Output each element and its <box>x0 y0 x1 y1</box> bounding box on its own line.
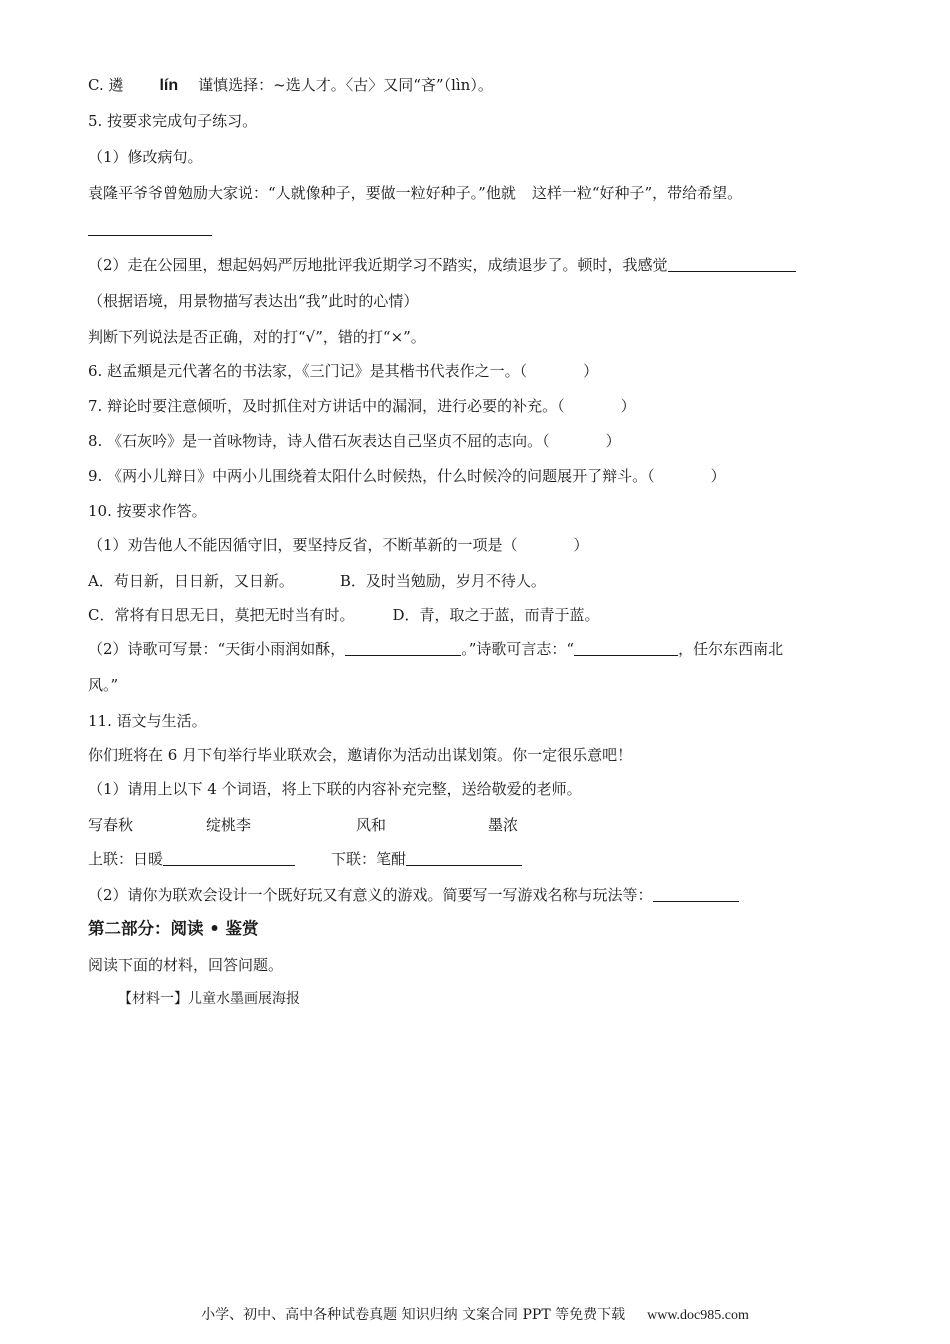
q6-text: 6. 赵孟頫是元代著名的书法家，《三门记》是其楷书代表作之一。（ <box>88 362 528 380</box>
footer-text: 小学、初中、高中各种试卷真题 知识归纳 文案合同 PPT 等免费下载 <box>201 1307 626 1323</box>
q5-2-line <box>88 254 866 276</box>
material-1-caption: 【材料一】儿童水墨画展海报 <box>118 991 300 1007</box>
answer-blank[interactable] <box>88 219 212 236</box>
q10-2-line <box>88 638 866 660</box>
q7-line: 7. 辩论时要注意倾听，及时抓住对方讲话中的漏洞，进行必要的补充。（ ） <box>88 397 636 415</box>
q8-text: 8. 《石灰吟》是一首咏物诗，诗人借石灰表达自己坚贞不屈的志向。（ <box>88 432 550 450</box>
answer-blank[interactable] <box>345 639 461 656</box>
option-b[interactable]: B．及时当勉励，岁月不待人。 <box>339 572 546 590</box>
answer-blank[interactable] <box>653 885 739 902</box>
option-c-pinyin: lín <box>159 77 179 94</box>
q5-1-sentence-part-b: 这样一粒“好种子”，带给希望。 <box>531 184 743 202</box>
option-c-line <box>88 74 866 97</box>
q11-title: 11. 语文与生活。 <box>88 712 207 730</box>
q10-2-part-c: ，任尔东西南北 <box>678 640 784 658</box>
q11-2-text: （2）请你为联欢会设计一个既好玩又有意义的游戏。简要写一写游戏名称与玩法等： <box>88 886 653 904</box>
option-c-label: C. 遴 <box>88 76 124 94</box>
q10-title: 10. 按要求作答。 <box>88 502 207 520</box>
word-item: 风和 <box>356 816 387 834</box>
upper-couplet-label: 上联：日暖 <box>88 850 164 868</box>
q9-line: 9. 《两小儿辩日》中两小儿围绕着太阳什么时候热，什么时候冷的问题展开了辩斗。（ ） <box>88 467 726 485</box>
q10-2-part-b: 。”诗歌可言志：“ <box>461 640 575 658</box>
answer-blank[interactable] <box>574 639 678 656</box>
q10-2-part-a: （2）诗歌可写景：“天街小雨润如酥， <box>88 640 346 658</box>
lower-couplet-label: 下联：笔酣 <box>331 850 407 868</box>
q5-title: 5. 按要求完成句子练习。 <box>88 112 258 130</box>
judge-intro: 判断下列说法是否正确，对的打“√”，错的打“×”。 <box>88 328 426 346</box>
q5-1-sentence-part-a: 袁隆平爷爷曾勉励大家说：“人就像种子，要做一粒好种子。”他就 <box>88 184 516 202</box>
couplet-line <box>88 848 866 870</box>
answer-blank[interactable] <box>668 255 796 272</box>
part2-heading: 第二部分：阅读 • 鉴赏 <box>88 919 259 938</box>
word-item: 墨浓 <box>488 816 519 834</box>
upper-couplet-blank[interactable] <box>163 849 295 866</box>
option-d[interactable]: D．青，取之于蓝，而青于蓝。 <box>392 606 600 624</box>
q5-1-label: （1）修改病句。 <box>88 148 203 166</box>
reading-intro: 阅读下面的材料，回答问题。 <box>88 956 284 974</box>
option-c[interactable]: C．常将有日思无日，莫把无时当有时。 <box>88 606 355 624</box>
q11-2-line <box>88 884 866 906</box>
footer-url[interactable]: www.doc985.com <box>647 1308 749 1323</box>
page-footer <box>0 1305 950 1326</box>
q11-intro: 你们班将在 6 月下旬举行毕业联欢会，邀请你为活动出谋划策。你一定很乐意吧！ <box>88 746 633 764</box>
word-item: 写春秋 <box>88 816 134 834</box>
option-a[interactable]: A．苟日新，日日新，又日新。 <box>88 572 294 590</box>
q10-1-text: （1）劝告他人不能因循守旧，要坚持反省，不断革新的一项是（ <box>88 536 518 554</box>
q5-2-note: （根据语境，用景物描写表达出“我”此时的心情） <box>88 292 419 310</box>
q7-text: 7. 辩论时要注意倾听，及时抓住对方讲话中的漏洞，进行必要的补充。（ <box>88 397 565 415</box>
q6-line: 6. 赵孟頫是元代著名的书法家，《三门记》是其楷书代表作之一。（ ） <box>88 362 599 380</box>
q10-options-ab <box>88 570 866 592</box>
word-item: 绽桃李 <box>206 816 252 834</box>
q8-line: 8. 《石灰吟》是一首咏物诗，诗人借石灰表达自己坚贞不屈的志向。（ ） <box>88 432 621 450</box>
q9-text: 9. 《两小儿辩日》中两小儿围绕着太阳什么时候热，什么时候冷的问题展开了辩斗。（ <box>88 467 655 485</box>
q10-1-line: （1）劝告他人不能因循守旧，要坚持反省，不断革新的一项是（ ） <box>88 536 589 554</box>
q5-1-sentence <box>88 182 866 204</box>
lower-couplet-blank[interactable] <box>406 849 522 866</box>
q10-2-continuation: 风。” <box>88 676 119 694</box>
q11-1-text: （1）请用上以下 4 个词语，将上下联的内容补充完整，送给敬爱的老师。 <box>88 780 582 798</box>
q10-options-cd <box>88 604 866 626</box>
q5-2-text: （2）走在公园里，想起妈妈严厉地批评我近期学习不踏实，成绩退步了。顿时，我感觉 <box>88 256 668 274</box>
q5-1-answer-line <box>88 218 866 240</box>
option-c-definition: 谨慎选择：~选人才。〈古〉又同“吝”（lìn）。 <box>198 76 493 94</box>
